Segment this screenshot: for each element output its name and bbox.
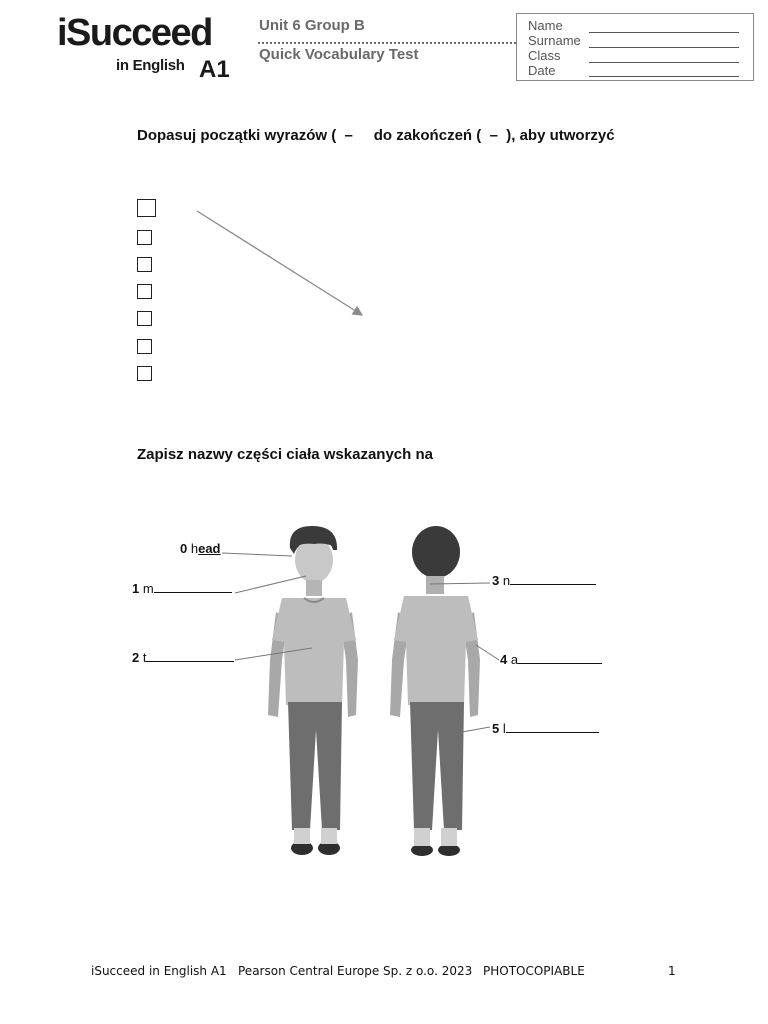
footer-rights: PHOTOCOPIABLE bbox=[483, 964, 585, 978]
surname-label: Surname bbox=[528, 33, 581, 48]
date-label: Date bbox=[528, 63, 556, 78]
label-torso: 2 t bbox=[132, 649, 234, 665]
label-mouth: 1 m bbox=[132, 580, 232, 596]
unit-title: Unit 6 Group B bbox=[259, 17, 365, 34]
label-leg: 5 l bbox=[492, 720, 599, 736]
logo-subtitle: in English bbox=[116, 57, 185, 74]
answer-blank-1[interactable] bbox=[154, 580, 232, 593]
task1-instruction: Dopasuj początki wyrazów ( – do zakończeń ( – ), aby utworzyć bbox=[137, 127, 615, 144]
label-arm: 4 a bbox=[500, 651, 602, 667]
logo-level: A1 bbox=[199, 56, 230, 83]
class-label: Class bbox=[528, 48, 561, 63]
name-label: Name bbox=[528, 18, 563, 33]
task2-instruction: Zapisz nazwy części ciała wskazanych na bbox=[137, 446, 433, 463]
label-head: 0 head bbox=[180, 541, 221, 556]
answer-blank-3[interactable] bbox=[510, 572, 596, 585]
footer-title: iSucceed in English A1 bbox=[91, 964, 227, 978]
logo-title: iSucceed bbox=[57, 12, 212, 54]
answer-blank-4[interactable] bbox=[518, 651, 602, 664]
answer-blank-5[interactable] bbox=[506, 720, 599, 733]
label-neck: 3 n bbox=[492, 572, 596, 588]
footer-publisher: Pearson Central Europe Sp. z o.o. 2023 bbox=[238, 964, 473, 978]
answer-blank-2[interactable] bbox=[146, 649, 234, 662]
page-number: 1 bbox=[668, 964, 676, 978]
test-title: Quick Vocabulary Test bbox=[259, 46, 419, 63]
